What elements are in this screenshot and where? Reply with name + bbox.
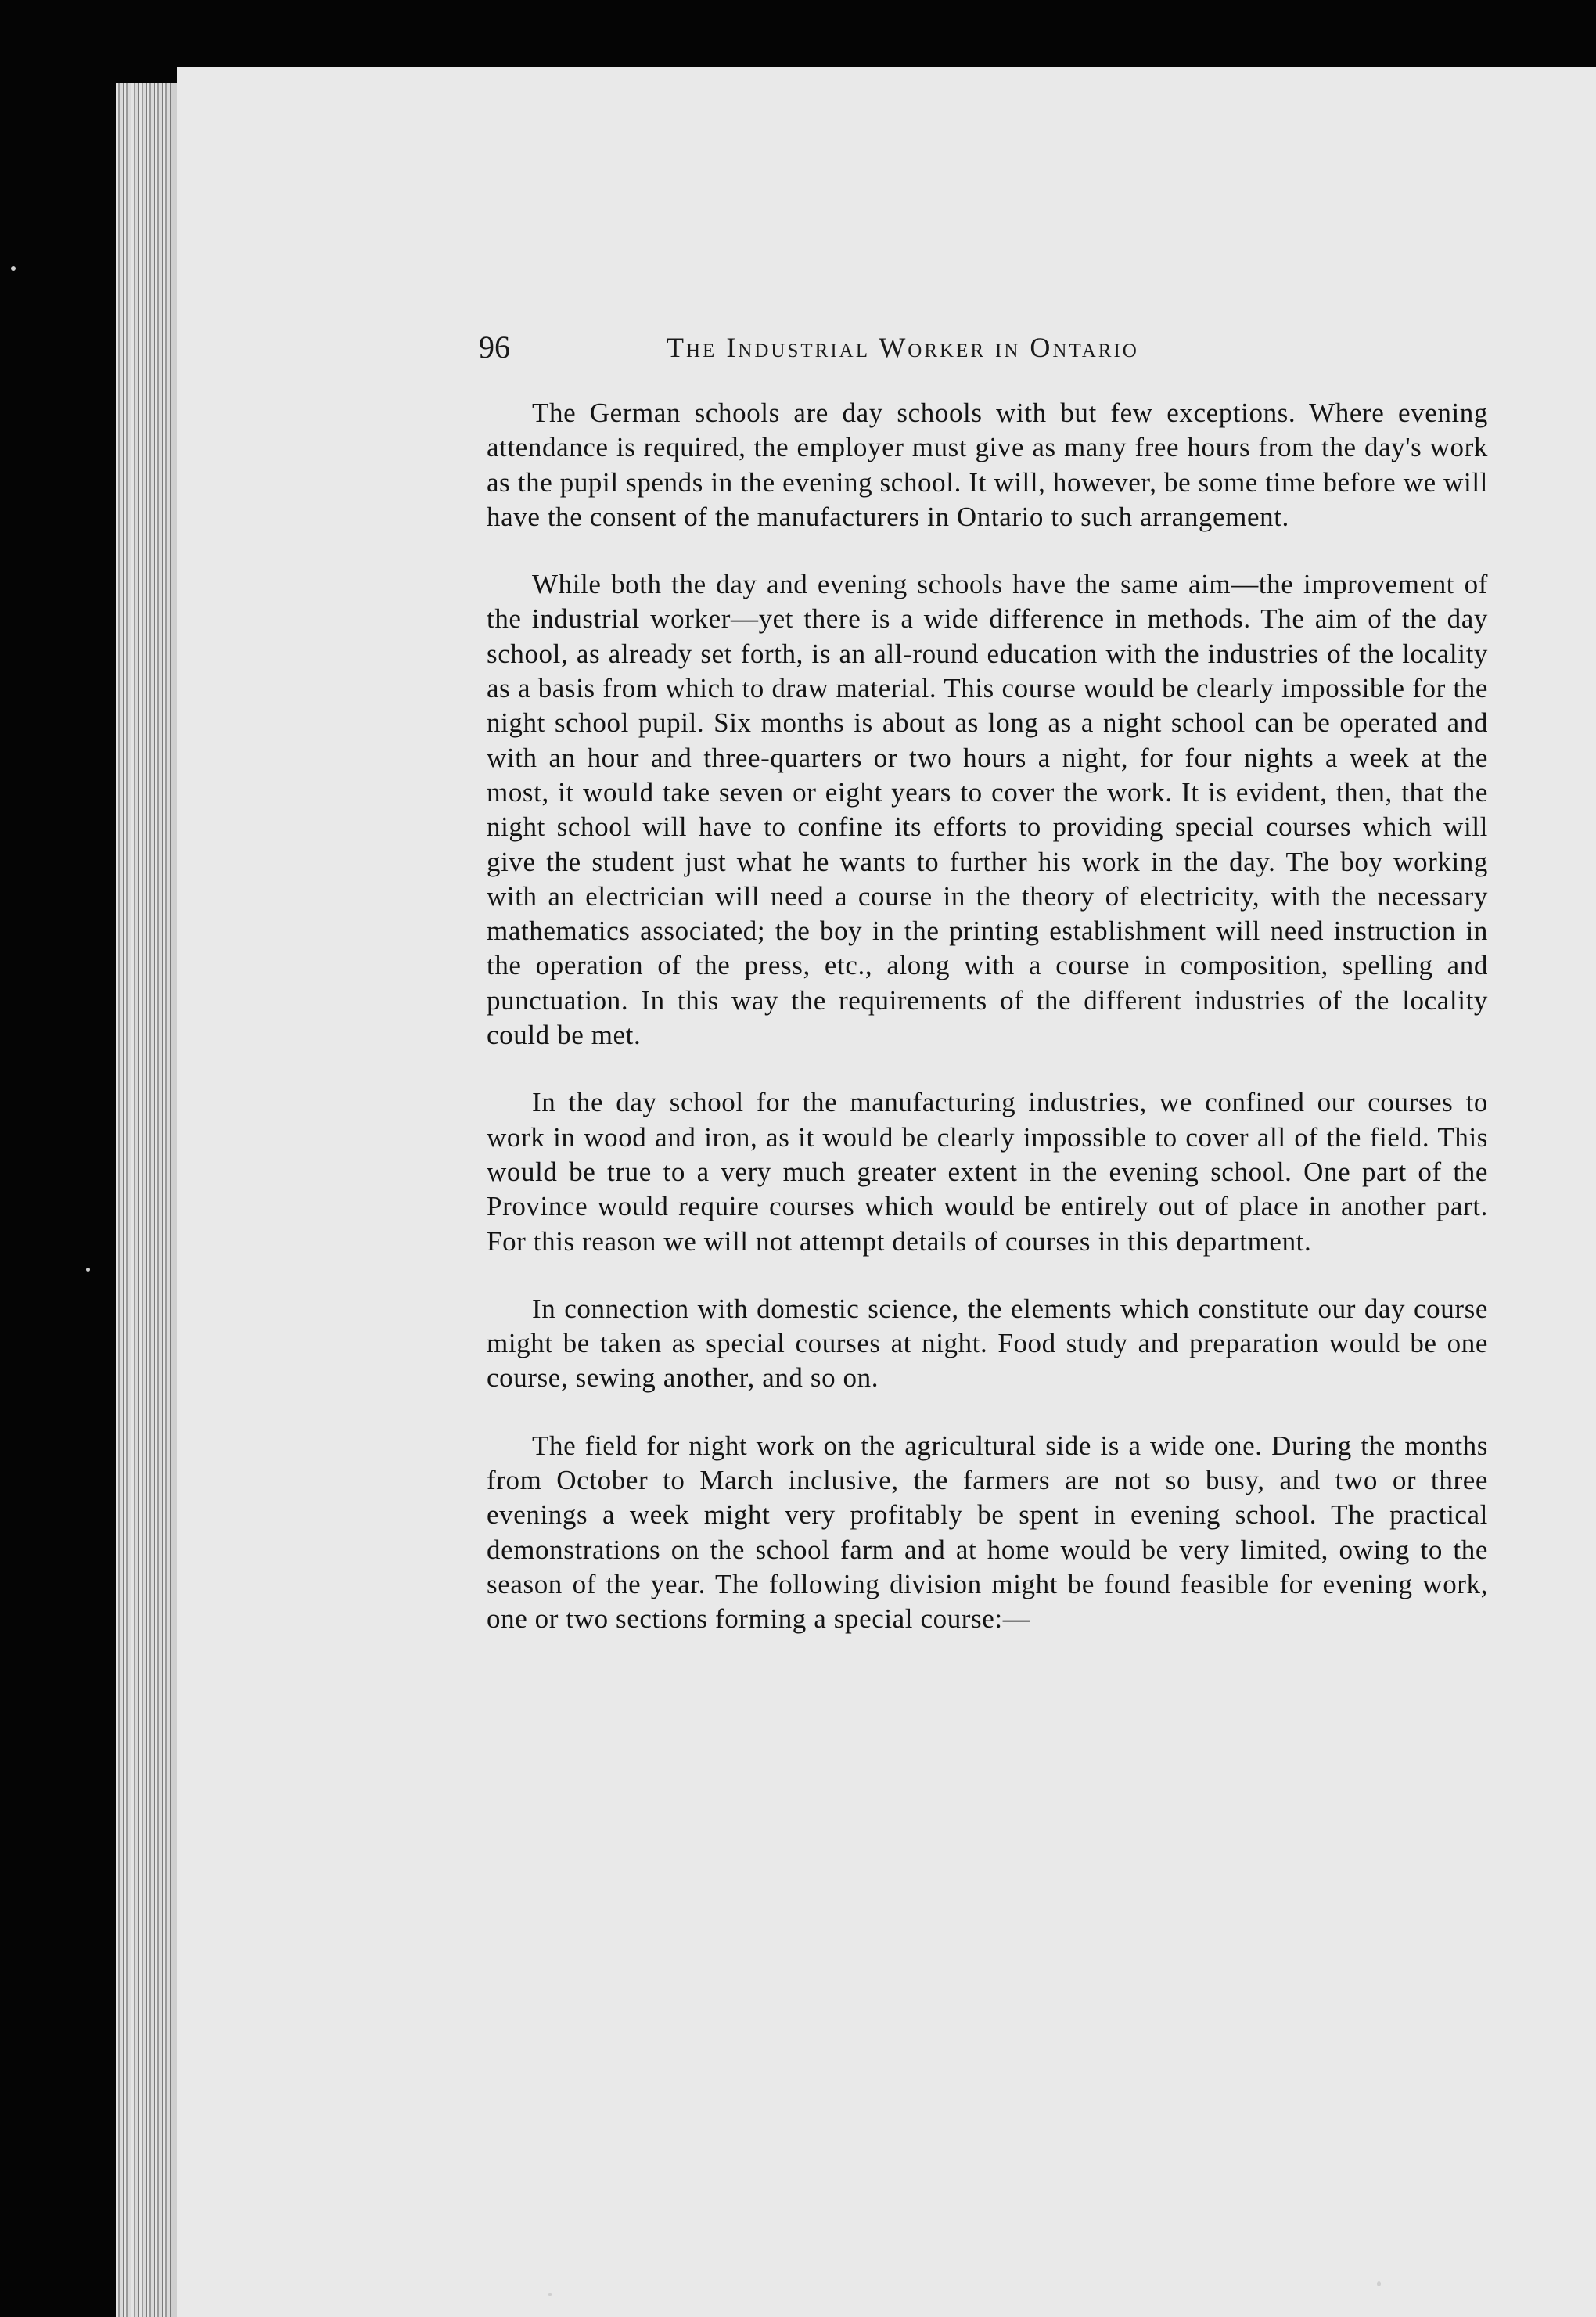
scan-speck xyxy=(86,1268,90,1272)
paragraph: In the day school for the manufacturing industries, we confined our courses to work in wood and iron, as it would be clearly impossible to cover all of the field. This would be true to a very much greater extent in the evening school. One part of the Province would require courses which would be entirely out of place in another part. For this reason we will not attempt details of courses in this department. xyxy=(487,1087,1488,1257)
paragraph: The field for night work on the agricultural side is a wide one. During the months from October to March inclusive, the farmers are not so busy, and two or three evenings a week might very profitably be spent in evening school. The practical demonstrations on the school farm and at home would be very limited, owing to the season of the year. The following division might be found feasible for evening work, one or two sections forming a special course:— xyxy=(487,1430,1488,1635)
running-header xyxy=(479,324,1488,371)
paragraph: In connection with domestic science, the elements which constitute our day course might be taken as special courses at night. Food study and preparation would be one course, sewing another, and so on. xyxy=(487,1293,1488,1394)
scan-speck xyxy=(548,2293,552,2296)
scan-speck xyxy=(1377,2281,1381,2286)
body-text xyxy=(487,396,1488,1670)
scan-speck xyxy=(11,266,16,271)
paragraph: The German schools are day schools with but few exceptions. Where evening attendance is required, the employer must give as many free hours from the day's work as the pupil spends in the evening school. It will, however, be some time before we will have the consent of the manufacturers in Ontario to such arrangement. xyxy=(487,398,1488,532)
page-number: 96 xyxy=(479,329,510,365)
paragraph: While both the day and evening schools have the same aim—the improvement of the industrial worker—yet there is a wide difference in methods. The aim of the day school, as already set forth, is an all-round education with the industries of the locality as a basis from which to draw material. This course would be clearly impossible for the night school pupil. Six months is about as long as a night school can be operated and with an hour and three-quarters or two hours a night, for four nights a week at the most, it would take seven or eight years to cover the work. It is evident, then, that the night school will have to confine its efforts to providing special courses which will give the student just what he wants to further his work in the day. The boy working with an electrician will need a course in the theory of electricity, with the necessary mathematics associated; the boy in the printing establishment will need instruction in the operation of the press, etc., along with a course in composition, spelling and punctuation. In this way the requirements of the different industries of the locality could be met. xyxy=(487,569,1488,1051)
running-title: The Industrial Worker in Ontario xyxy=(667,332,1139,363)
